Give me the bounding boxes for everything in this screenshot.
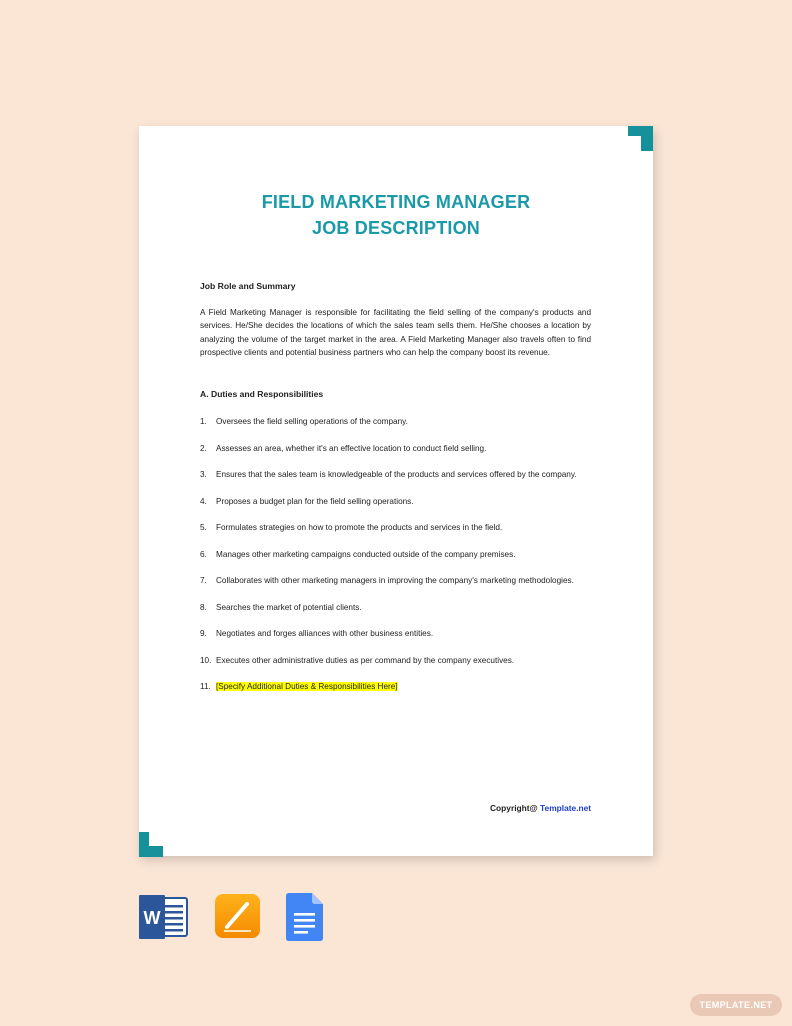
- list-item-number: 6.: [200, 549, 207, 559]
- corner-decoration-top-right-2: [641, 126, 653, 151]
- pages-icon[interactable]: [214, 893, 261, 944]
- list-item-text: Formulates strategies on how to promote the products and services in the field.: [216, 523, 503, 532]
- list-item-number: 9.: [200, 629, 207, 638]
- list-item-text: Proposes a budget plan for the field selling operations.: [216, 496, 414, 506]
- list-item-text: Executes other administrative duties as per command by the company executives.: [216, 655, 515, 665]
- list-item-text: Searches the market of potential clients.: [216, 602, 362, 612]
- list-item-number: 11.: [200, 682, 211, 691]
- list-item-text: Ensures that the sales team is knowledgeable of the products and services offered by the company.: [216, 470, 577, 479]
- summary-paragraph: A Field Marketing Manager is responsible for facilitating the field selling of the company's products and services. He/She decides the locations of which the sales team sells them. He/She chooses a location by analyzing the volume of the target market in the area. A Field Marketing Manager also travels often to find prospective clients and potential business partners who can help the company boost its revenue.: [200, 307, 591, 357]
- list-item-number: 3.: [200, 470, 207, 479]
- list-item-text: Collaborates with other marketing managers in improving the company's marketing methodologies.: [216, 576, 574, 585]
- document-title-line1: FIELD MARKETING MANAGER: [261, 192, 531, 212]
- list-item-number: 2.: [200, 443, 207, 453]
- copyright-link[interactable]: Template.net: [540, 803, 592, 813]
- word-icon[interactable]: [139, 895, 189, 944]
- list-item-number: 8.: [200, 602, 207, 612]
- copyright-label: Copyright@: [490, 803, 538, 813]
- document-body: [200, 280, 591, 707]
- list-item: [200, 680, 591, 694]
- list-item: [200, 601, 591, 615]
- list-item: [200, 627, 591, 641]
- list-item: [200, 415, 591, 429]
- list-item: [200, 468, 591, 482]
- list-item: [200, 521, 591, 535]
- list-item-number: 1.: [200, 417, 207, 426]
- list-item: [200, 442, 591, 456]
- list-item-text: Assesses an area, whether it's an effective location to conduct field selling.: [216, 443, 487, 453]
- list-item-text: Manages other marketing campaigns conducted outside of the company premises.: [216, 549, 516, 559]
- list-item-number: 7.: [200, 576, 207, 585]
- duties-list: [200, 415, 591, 694]
- list-item: [200, 548, 591, 562]
- list-item: [200, 574, 591, 588]
- highlighted-placeholder-text: [Specify Additional Duties & Responsibilities Here]: [216, 682, 398, 691]
- document-title-line2: JOB DESCRIPTION: [311, 218, 481, 238]
- google-docs-icon[interactable]: [286, 893, 324, 946]
- word-icon-letter: W: [143, 908, 161, 928]
- list-item-text: Oversees the field selling operations of the company.: [216, 417, 408, 426]
- list-item: [200, 654, 591, 668]
- list-item-number: 4.: [200, 496, 207, 506]
- copyright-line: [490, 803, 591, 813]
- summary-heading: Job Role and Summary: [200, 281, 296, 291]
- list-item-number: 5.: [200, 523, 207, 532]
- duties-heading: A. Duties and Responsibilities: [200, 388, 324, 399]
- document-title: [139, 189, 653, 241]
- list-item-text: Negotiates and forges alliances with other business entities.: [216, 629, 434, 638]
- template-net-watermark: TEMPLATE.NET: [690, 994, 782, 1016]
- corner-decoration-bottom-left-2: [139, 846, 163, 857]
- list-item-number: 10.: [200, 655, 212, 665]
- list-item: [200, 495, 591, 509]
